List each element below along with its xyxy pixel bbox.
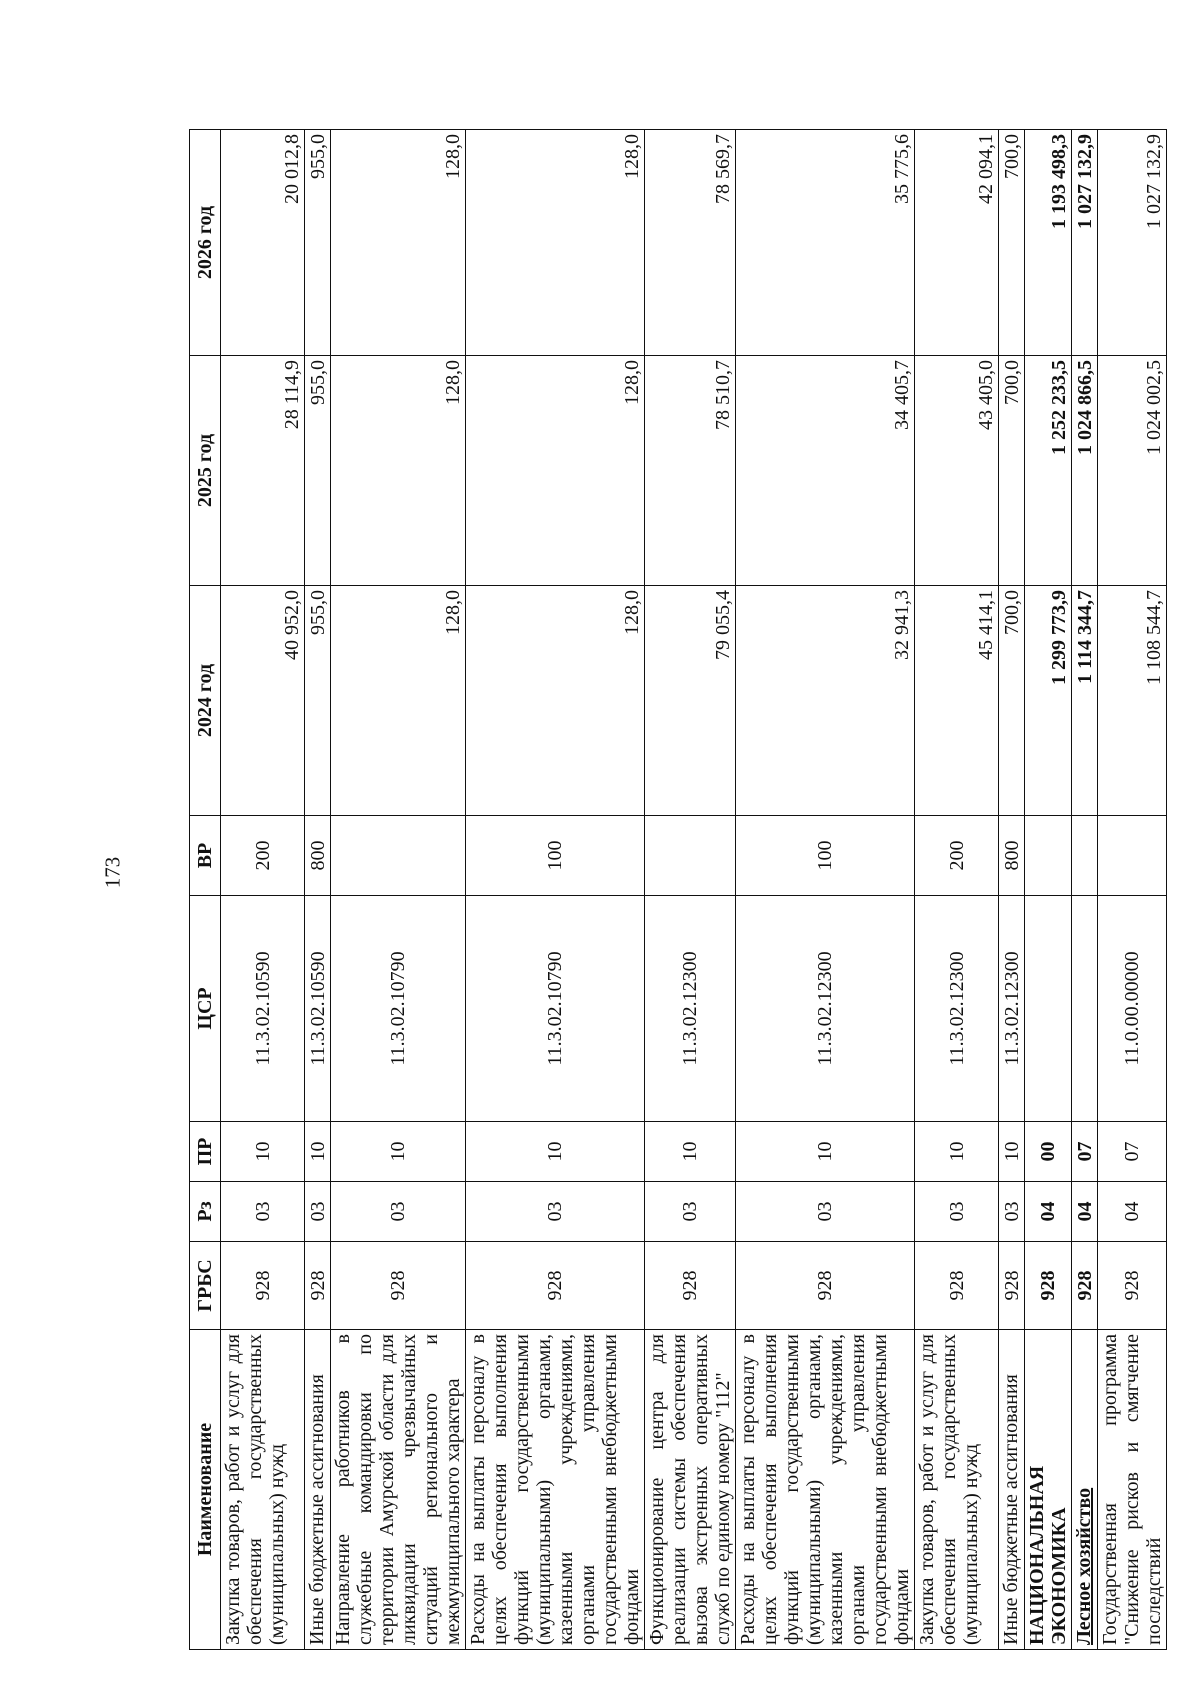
row-name: Государственная программа "Снижение рисков и смягчение последствий <box>1098 1330 1167 1650</box>
row-name: Функционирование центра для реализации системы обеспечения вызова экстренных оперативных служб по единому номеру "112" <box>645 1330 736 1650</box>
row-2025: 78 510,7 <box>645 356 736 586</box>
row-2026: 35 775,6 <box>736 130 915 356</box>
row-rz: 03 <box>645 1182 736 1242</box>
row-grbs: 928 <box>1098 1242 1167 1330</box>
row-2024: 955,0 <box>305 586 331 816</box>
row-2024: 1 108 544,7 <box>1098 586 1167 816</box>
row-rz: 03 <box>331 1182 466 1242</box>
row-rz: 03 <box>305 1182 331 1242</box>
row-pr: 10 <box>999 1122 1025 1182</box>
row-vr: 100 <box>736 816 915 896</box>
row-csr: 11.3.02.10790 <box>466 896 645 1122</box>
row-csr: 11.3.02.12300 <box>999 896 1025 1122</box>
row-2026: 955,0 <box>305 130 331 356</box>
row-2024: 40 952,0 <box>221 586 305 816</box>
row-2026: 20 012,8 <box>221 130 305 356</box>
row-grbs: 928 <box>1072 1242 1098 1330</box>
row-rz: 04 <box>1072 1182 1098 1242</box>
row-csr: 11.3.02.10590 <box>305 896 331 1122</box>
row-csr: 11.0.00.00000 <box>1098 896 1167 1122</box>
row-2026: 1 027 132,9 <box>1098 130 1167 356</box>
row-2026: 700,0 <box>999 130 1025 356</box>
table-row <box>915 130 999 1650</box>
row-csr: 11.3.02.12300 <box>736 896 915 1122</box>
row-2024: 128,0 <box>331 586 466 816</box>
row-name: Направление работников в служебные командировки по территории Амурской области для ликвидации чрезвычайных ситуаций регионального и межмуниципального характера <box>331 1330 466 1650</box>
table-row <box>305 130 331 1650</box>
header-2024: 2024 год <box>190 586 221 816</box>
row-csr: 11.3.02.10790 <box>331 896 466 1122</box>
table-row-subsection-total <box>1072 130 1098 1650</box>
row-rz: 03 <box>736 1182 915 1242</box>
header-csr: ЦСР <box>190 896 221 1122</box>
row-2026: 128,0 <box>466 130 645 356</box>
row-2025: 1 024 866,5 <box>1072 356 1098 586</box>
table-row <box>331 130 466 1650</box>
row-grbs: 928 <box>305 1242 331 1330</box>
header-row <box>190 130 221 1650</box>
row-2024: 79 055,4 <box>645 586 736 816</box>
header-pr: ПР <box>190 1122 221 1182</box>
header-rz: Рз <box>190 1182 221 1242</box>
row-2024: 1 299 773,9 <box>1025 586 1072 816</box>
row-pr: 10 <box>466 1122 645 1182</box>
row-2024: 32 941,3 <box>736 586 915 816</box>
row-pr: 07 <box>1072 1122 1098 1182</box>
row-grbs: 928 <box>645 1242 736 1330</box>
row-pr: 10 <box>915 1122 999 1182</box>
rotated-table-container <box>189 130 1165 1650</box>
row-grbs: 928 <box>999 1242 1025 1330</box>
row-2024: 1 114 344,7 <box>1072 586 1098 816</box>
row-csr: 11.3.02.12300 <box>915 896 999 1122</box>
row-2024: 128,0 <box>466 586 645 816</box>
row-grbs: 928 <box>331 1242 466 1330</box>
row-2024: 45 414,1 <box>915 586 999 816</box>
page-number: 173 <box>100 856 125 889</box>
row-pr: 10 <box>331 1122 466 1182</box>
row-grbs: 928 <box>736 1242 915 1330</box>
table-row-section-total <box>1025 130 1072 1650</box>
row-name: Расходы на выплаты персоналу в целях обеспечения выполнения функций государственными (муниципальными) органами, казенными учреждениями, органами управления государственными внебюджетными фондами <box>736 1330 915 1650</box>
row-2025: 128,0 <box>331 356 466 586</box>
row-vr: 100 <box>466 816 645 896</box>
table-row <box>221 130 305 1650</box>
row-vr: 200 <box>221 816 305 896</box>
row-csr: 11.3.02.12300 <box>645 896 736 1122</box>
table-row <box>645 130 736 1650</box>
row-grbs: 928 <box>221 1242 305 1330</box>
row-rz: 03 <box>466 1182 645 1242</box>
table-row <box>1098 130 1167 1650</box>
row-2026: 42 094,1 <box>915 130 999 356</box>
row-vr <box>645 816 736 896</box>
row-grbs: 928 <box>1025 1242 1072 1330</box>
row-name: Иные бюджетные ассигнования <box>999 1330 1025 1650</box>
row-2026: 1 027 132,9 <box>1072 130 1098 356</box>
row-2025: 955,0 <box>305 356 331 586</box>
row-2026: 78 569,7 <box>645 130 736 356</box>
row-name: Лесное хозяйство <box>1072 1330 1098 1650</box>
row-2025: 34 405,7 <box>736 356 915 586</box>
row-2025: 128,0 <box>466 356 645 586</box>
row-name: Закупка товаров, работ и услуг для обеспечения государственных (муниципальных) нужд <box>915 1330 999 1650</box>
row-vr <box>1098 816 1167 896</box>
row-csr: 11.3.02.10590 <box>221 896 305 1122</box>
row-vr <box>1025 816 1072 896</box>
row-grbs: 928 <box>466 1242 645 1330</box>
row-2025: 1 252 233,5 <box>1025 356 1072 586</box>
row-2025: 28 114,9 <box>221 356 305 586</box>
row-rz: 04 <box>1098 1182 1167 1242</box>
row-2024: 700,0 <box>999 586 1025 816</box>
row-csr <box>1025 896 1072 1122</box>
row-vr: 800 <box>999 816 1025 896</box>
row-2026: 1 193 498,3 <box>1025 130 1072 356</box>
row-vr <box>331 816 466 896</box>
row-rz: 03 <box>999 1182 1025 1242</box>
budget-table <box>189 129 1167 1650</box>
row-vr: 200 <box>915 816 999 896</box>
row-vr: 800 <box>305 816 331 896</box>
header-2026: 2026 год <box>190 130 221 356</box>
row-rz: 04 <box>1025 1182 1072 1242</box>
row-2025: 43 405,0 <box>915 356 999 586</box>
row-rz: 03 <box>915 1182 999 1242</box>
row-vr <box>1072 816 1098 896</box>
table-row <box>466 130 645 1650</box>
row-name: Расходы на выплаты персоналу в целях обеспечения выполнения функций государственными (муниципальными) органами, казенными учреждениями, органами управления государственными внебюджетными фондами <box>466 1330 645 1650</box>
row-pr: 07 <box>1098 1122 1167 1182</box>
row-2025: 1 024 002,5 <box>1098 356 1167 586</box>
row-2025: 700,0 <box>999 356 1025 586</box>
row-2026: 128,0 <box>331 130 466 356</box>
row-name: Закупка товаров, работ и услуг для обеспечения государственных (муниципальных) нужд <box>221 1330 305 1650</box>
row-pr: 00 <box>1025 1122 1072 1182</box>
row-pr: 10 <box>305 1122 331 1182</box>
row-csr <box>1072 896 1098 1122</box>
row-name: Иные бюджетные ассигнования <box>305 1330 331 1650</box>
header-grbs: ГРБС <box>190 1242 221 1330</box>
header-vr: ВР <box>190 816 221 896</box>
table-row <box>999 130 1025 1650</box>
row-rz: 03 <box>221 1182 305 1242</box>
row-pr: 10 <box>736 1122 915 1182</box>
row-name: НАЦИОНАЛЬНАЯ ЭКОНОМИКА <box>1025 1330 1072 1650</box>
table-row <box>736 130 915 1650</box>
row-pr: 10 <box>221 1122 305 1182</box>
header-name: Наименование <box>190 1330 221 1650</box>
header-2025: 2025 год <box>190 356 221 586</box>
row-pr: 10 <box>645 1122 736 1182</box>
row-grbs: 928 <box>915 1242 999 1330</box>
